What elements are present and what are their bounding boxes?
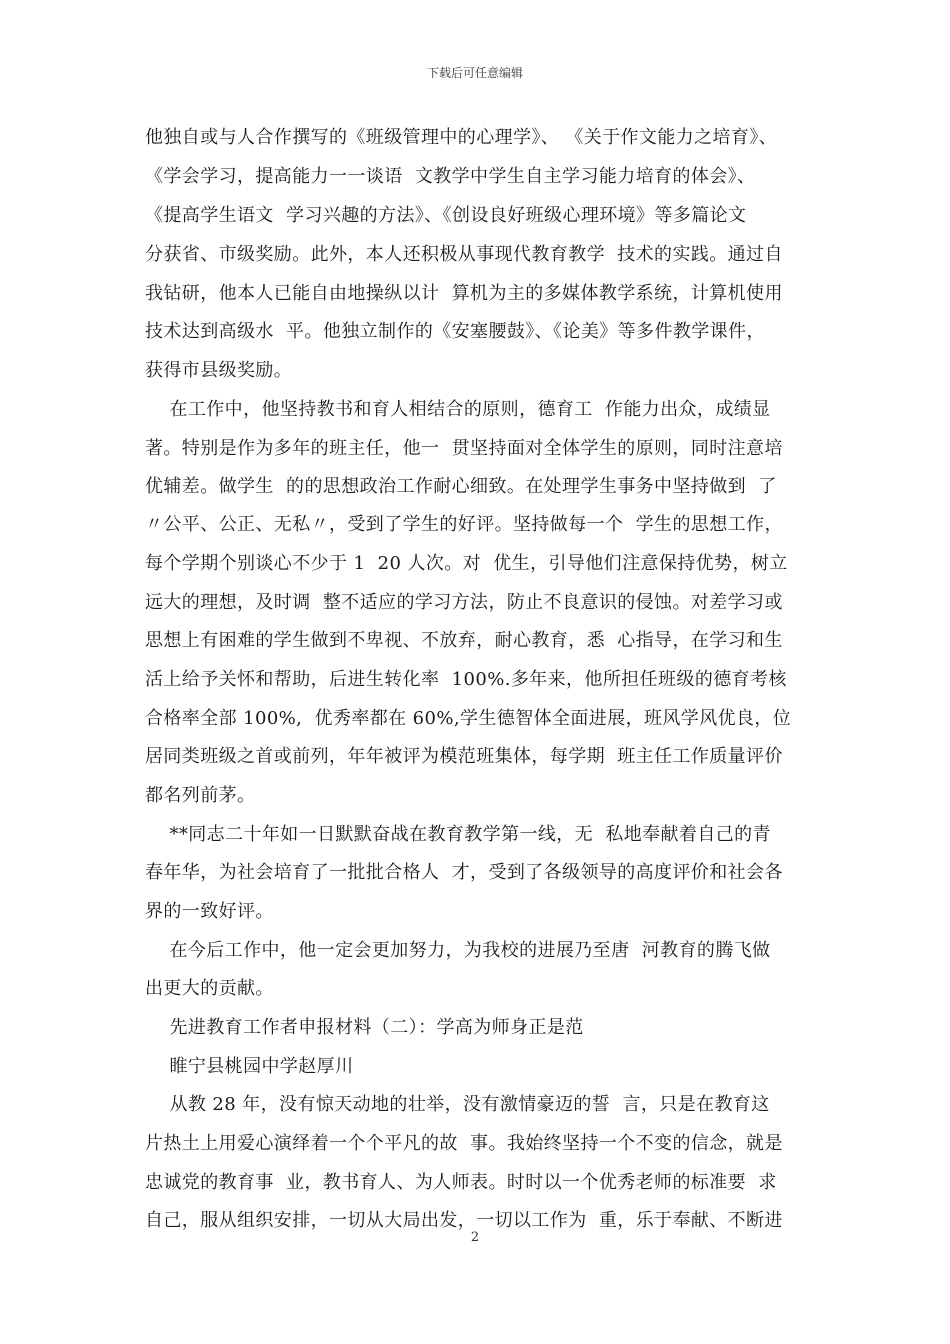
text-line: 界的一致好评。 [145,901,274,922]
text-line: 先进教育工作者申报材料（二）：学高为师身正是范 [145,1017,584,1038]
page-number: 2 [470,1230,480,1245]
text-line: 每个学期个别谈心不少于 1 20 人次。对 优生，引导他们注意保持优势，树立 [145,553,788,574]
text-line: 自己，服从组织安排，一切从大局出发，一切以工作为 重，乐于奉献、不断进 [145,1210,783,1231]
text-line: 活上给予关怀和帮助，后进生转化率 100%.多年来，他所担任班级的德育考核 [145,669,787,690]
text-line: 〃公平、公正、无私〃，受到了学生的好评。坚持做每一个 学生的思想工作， [145,514,783,535]
text-line: 获得市县级奖励。 [145,360,293,381]
text-line: 分获省、市级奖励。此外，本人还积极从事现代教育教学 技术的实践。通过自 [145,244,783,265]
text-line: 春年华，为社会培育了一批批合格人 才，受到了各级领导的高度评价和社会各 [145,862,783,883]
text-line: 在工作中，他坚持教书和育人相结合的原则，德育工 作能力出众，成绩显 [145,399,771,420]
text-line: 《提高学生语文 学习兴趣的方法》、《创设良好班级心理环境》等多篇论文 [145,205,747,226]
text-line: 技术达到高级水 平。他独立制作的《安塞腰鼓》、《论美》等多件教学课件， [145,321,765,342]
text-line: **同志二十年如一日默默奋战在教育教学第一线，无 私地奉献着自己的青 [145,824,771,845]
text-line: 思想上有困难的学生做到不卑视、不放弃，耐心教育，悉 心指导，在学习和生 [145,630,783,651]
text-line: 在今后工作中，他一定会更加努力，为我校的进展乃至唐 河教育的腾飞做 [145,940,771,961]
text-line: 都名列前茅。 [145,785,256,806]
text-line: 从教 28 年，没有惊天动地的壮举，没有激情豪迈的誓 言，只是在教育这 [145,1094,770,1115]
text-line: 我钻研，他本人已能自由地操纵以计 算机为主的多媒体教学系统，计算机使用 [145,283,783,304]
text-line: 远大的理想，及时调 整不适应的学习方法，防止不良意识的侵蚀。对差学习或 [145,592,783,613]
text-line: 片热土上用爱心演绎着一个个平凡的故 事。我始终坚持一个不变的信念，就是 [145,1133,783,1154]
text-line: 他独自或与人合作撰写的《班级管理中的心理学》、 《关于作文能力之培育》、 [145,127,778,148]
text-line: 忠诚党的教育事 业，教书育人、为人师表。时时以一个优秀老师的标准要 求 [145,1172,777,1193]
text-line: 居同类班级之首或前列，年年被评为模范班集体，每学期 班主任工作质量评价 [145,746,783,767]
text-line: 睢宁县桃园中学赵厚川 [145,1056,354,1077]
text-line: 著。特别是作为多年的班主任，他一 贯坚持面对全体学生的原则，同时注意培 [145,438,783,459]
text-line: 合格率全部 100%, 优秀率都在 60%,学生德智体全面进展，班风学风优良，位 [145,708,792,729]
text-line: 出更大的贡献。 [145,978,274,999]
text-line: 优辅差。做学生 的的思想政治工作耐心细致。在处理学生事务中坚持做到 了 [145,476,777,497]
page-header: 下载后可任意编辑 [426,66,523,80]
text-line: 《学会学习，提高能力一一谈语 文教学中学生自主学习能力培育的体会》、 [145,166,756,187]
